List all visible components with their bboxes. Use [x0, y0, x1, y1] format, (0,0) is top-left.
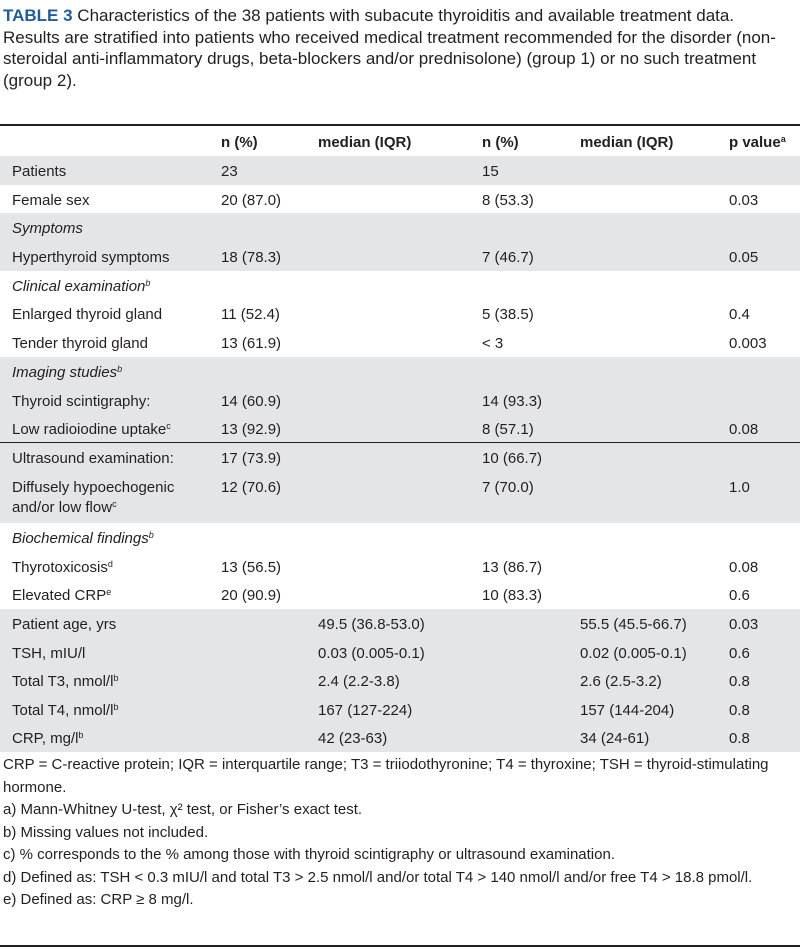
cell-m1: 0.03 (0.005-0.1)	[318, 645, 425, 662]
table-label: TABLE 3	[3, 6, 73, 25]
cell-p: 0.08	[729, 559, 759, 576]
header-n-group1: n (%)	[221, 134, 258, 151]
row-label-text: TSH, mIU/l	[12, 645, 86, 662]
table-row	[0, 443, 800, 472]
cell-m2: 2.6 (2.5-3.2)	[580, 673, 662, 690]
cell-m2: 55.5 (45.5-66.7)	[580, 616, 687, 633]
header-p-label: p value	[729, 134, 781, 151]
table-caption	[3, 5, 788, 91]
cell-n2: 8 (57.1)	[482, 421, 534, 438]
row-label-text: Imaging studies	[12, 364, 118, 381]
row-label-text: Female sex	[12, 192, 90, 209]
table-row	[0, 213, 800, 242]
section-divider	[0, 442, 800, 443]
row-label-text: Ultrasound examination:	[12, 450, 174, 467]
row-label-text: Total T3, nmol/l	[12, 673, 114, 690]
cell-n2: 15	[482, 163, 499, 180]
row-label	[12, 615, 116, 635]
cell-n2: 14 (93.3)	[482, 393, 543, 410]
cell-p: 0.08	[729, 421, 759, 438]
cell-n1: 13 (56.5)	[221, 559, 282, 576]
row-label-text: Thyroid scintigraphy:	[12, 393, 151, 410]
table-row	[0, 609, 800, 638]
row-label-text: Thyrotoxicosis	[12, 559, 108, 576]
footnote-a: a) Mann-Whitney U-test, χ² test, or Fisher’s exact test.	[3, 801, 363, 818]
table-row	[0, 472, 800, 523]
footnote-marker: b	[145, 278, 151, 288]
cell-m1: 2.4 (2.2-3.8)	[318, 673, 400, 690]
table-row	[0, 414, 800, 443]
cell-n2: 7 (46.7)	[482, 249, 534, 266]
table-row	[0, 666, 800, 695]
footnote-marker: b	[78, 730, 84, 740]
section-heading	[12, 529, 154, 549]
cell-n1: 14 (60.9)	[221, 393, 282, 410]
table-row	[0, 386, 800, 414]
header-p-sup: a	[780, 134, 786, 144]
table-row	[0, 242, 800, 271]
cell-n1: 11 (52.4)	[221, 306, 280, 323]
table-row	[0, 328, 800, 357]
cell-n2: 7 (70.0)	[482, 479, 534, 496]
cell-n2: 5 (38.5)	[482, 306, 534, 323]
row-label	[12, 392, 150, 412]
table-row	[0, 695, 800, 723]
row-label-text: Tender thyroid gland	[12, 335, 148, 352]
table-row	[0, 552, 800, 580]
row-label	[12, 248, 170, 268]
row-label	[12, 478, 212, 518]
row-label	[12, 644, 85, 664]
table-row	[0, 723, 800, 752]
row-label	[12, 586, 111, 606]
row-label-text: Hyperthyroid symptoms	[12, 249, 170, 266]
footnote-marker: e	[106, 587, 112, 597]
caption-text: Characteristics of the 38 patients with subacute thyroiditis and available treatment data. Results are stratified into patients who received medical treatment recommended for the disorder (non-steroidal anti-inflammatory drugs, beta-blockers and/or prednisolone) (group 1) or no such treatment (group 2).	[3, 6, 776, 90]
cell-n1: 17 (73.9)	[221, 450, 282, 467]
cell-n2: 10 (66.7)	[482, 450, 543, 467]
footnote-marker: b	[113, 702, 119, 712]
cell-n1: 13 (61.9)	[221, 335, 282, 352]
row-label-text: Low radioiodine uptake	[12, 421, 167, 438]
row-label	[12, 672, 118, 692]
section-heading	[12, 277, 150, 297]
cell-n1: 20 (87.0)	[221, 192, 282, 209]
row-label-text: Clinical examination	[12, 278, 146, 295]
row-label	[12, 162, 66, 182]
row-label	[12, 334, 148, 354]
cell-p: 0.8	[729, 702, 750, 719]
footnote-e: e) Defined as: CRP ≥ 8 mg/l.	[3, 891, 194, 908]
footnote-marker: b	[117, 364, 123, 374]
cell-n1: 23	[221, 163, 238, 180]
table-header	[0, 126, 800, 156]
cell-m1: 42 (23-63)	[318, 730, 388, 747]
cell-m2: 157 (144-204)	[580, 702, 675, 719]
row-label-text: Total T4, nmol/l	[12, 702, 114, 719]
table-row	[0, 185, 800, 213]
cell-n1: 12 (70.6)	[221, 479, 282, 496]
cell-p: 0.8	[729, 673, 750, 690]
section-heading	[12, 363, 122, 383]
row-label-text: Patients	[12, 163, 67, 180]
bottom-rule	[0, 945, 800, 947]
table-row	[0, 357, 800, 386]
footnote-marker: b	[148, 530, 154, 540]
cell-p: 0.8	[729, 730, 750, 747]
row-label	[12, 449, 174, 469]
footnote-abbreviations: CRP = C-reactive protein; IQR = interquartile range; T3 = triiodothyronine; T4 = thyroxine; TSH = thyroid-stimulating hormone.	[3, 756, 769, 796]
footnote-marker: c	[166, 421, 171, 431]
row-label	[12, 701, 118, 721]
table-row	[0, 299, 800, 328]
row-label-text: Patient age, yrs	[12, 616, 117, 633]
cell-p: 0.03	[729, 616, 759, 633]
cell-n2: < 3	[482, 335, 504, 352]
header-n-group2: n (%)	[482, 134, 519, 151]
row-label	[12, 558, 113, 578]
cell-p: 0.6	[729, 645, 750, 662]
row-label	[12, 191, 90, 211]
cell-n1: 20 (90.9)	[221, 587, 282, 604]
cell-p: 0.05	[729, 249, 759, 266]
cell-m1: 167 (127-224)	[318, 702, 413, 719]
row-label-text: Diffusely hypoechogenic and/or low flow	[12, 479, 175, 516]
row-label-text: Symptoms	[12, 220, 83, 237]
cell-p: 0.4	[729, 306, 750, 323]
table-row	[0, 580, 800, 609]
footnote-b: b) Missing values not included.	[3, 823, 209, 841]
cell-p: 0.6	[729, 587, 750, 604]
row-label-text: CRP, mg/l	[12, 730, 79, 747]
cell-n2: 8 (53.3)	[482, 192, 534, 209]
cell-p: 1.0	[729, 479, 750, 496]
footnote-marker: b	[113, 673, 119, 683]
row-label	[12, 305, 162, 325]
table-row	[0, 156, 800, 185]
cell-n2: 13 (86.7)	[482, 559, 543, 576]
cell-m2: 34 (24-61)	[580, 730, 650, 747]
cell-m2: 0.02 (0.005-0.1)	[580, 645, 687, 662]
footnote-marker: d	[107, 559, 113, 569]
cell-n2: 10 (83.3)	[482, 587, 543, 604]
table-row	[0, 523, 800, 552]
header-p-value	[729, 134, 786, 151]
row-label	[12, 420, 171, 440]
header-median-group1: median (IQR)	[318, 134, 412, 151]
cell-n1: 13 (92.9)	[221, 421, 282, 438]
cell-m1: 49.5 (36.8-53.0)	[318, 616, 425, 633]
section-heading	[12, 219, 83, 239]
row-label-text: Biochemical findings	[12, 530, 149, 547]
row-label	[12, 729, 83, 749]
table-row	[0, 638, 800, 666]
table-row	[0, 271, 800, 299]
footnote-marker: c	[112, 499, 117, 509]
cell-p: 0.03	[729, 192, 759, 209]
header-median-group2: median (IQR)	[580, 134, 674, 151]
footnotes	[3, 754, 793, 912]
row-label-text: Enlarged thyroid gland	[12, 306, 163, 323]
cell-p: 0.003	[729, 335, 767, 352]
footnote-d: d) Defined as: TSH < 0.3 mIU/l and total T3 > 2.5 nmol/l and/or total T4 > 140 nmol/l and/or free T4 > 18.8 pmol/l.	[3, 868, 753, 886]
cell-n1: 18 (78.3)	[221, 249, 282, 266]
row-label-text: Elevated CRP	[12, 587, 107, 604]
footnote-c: c) % corresponds to the % among those with thyroid scintigraphy or ultrasound examination.	[3, 846, 615, 863]
